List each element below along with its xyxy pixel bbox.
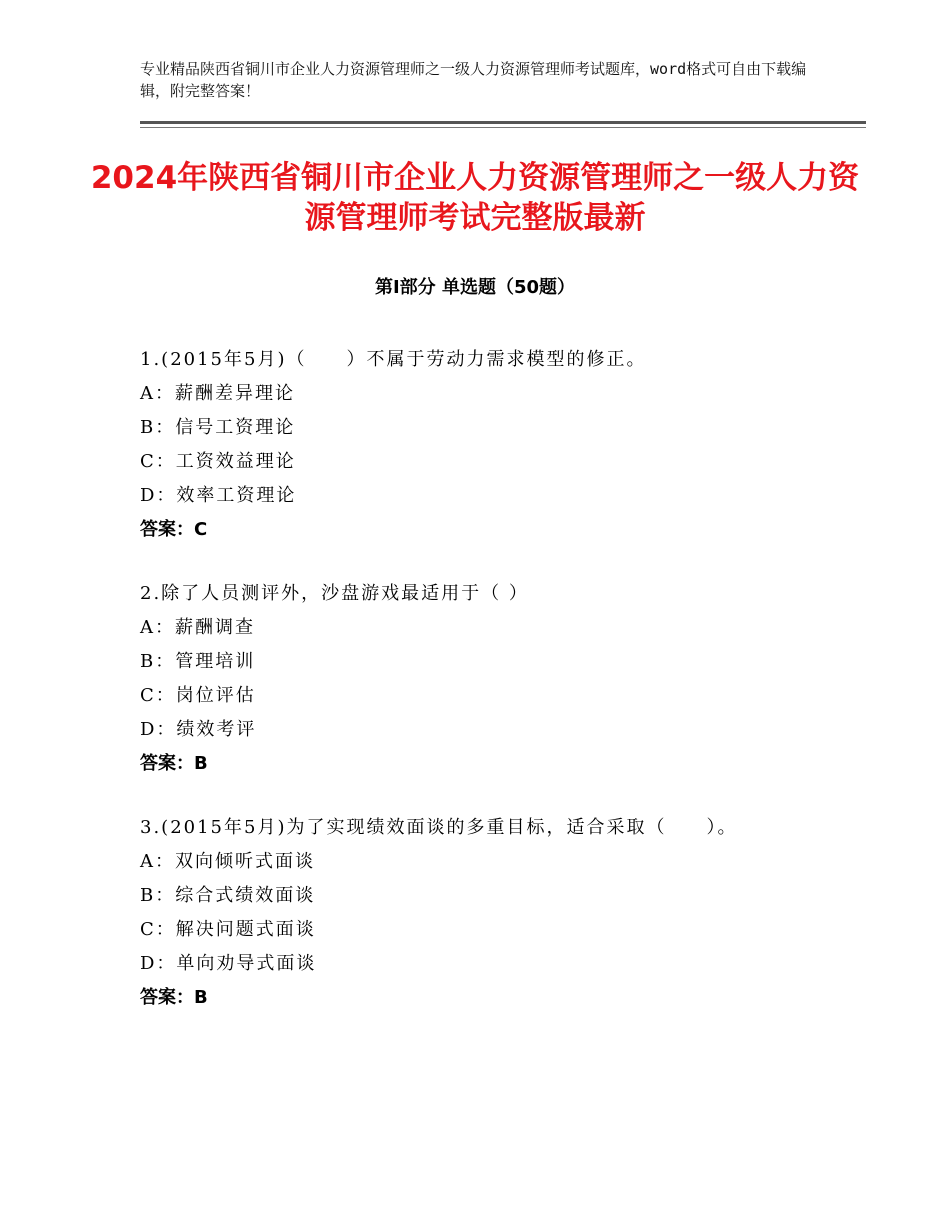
- option-b: B：综合式绩效面谈: [140, 885, 316, 906]
- question-stem: 3.(2015年5月)为了实现绩效面谈的多重目标，适合采取（ ）。: [140, 817, 738, 838]
- header-divider-thick: [140, 121, 866, 124]
- question-item: [140, 577, 860, 781]
- option-d: D：单向劝导式面谈: [140, 953, 317, 974]
- question-stem: 2.除了人员测评外，沙盘游戏最适用于（ ）: [140, 583, 529, 604]
- header-note: 专业精品陕西省铜川市企业人力资源管理师之一级人力资源管理师考试题库，word格式可自由下载编辑，附完整答案！: [140, 60, 807, 100]
- option-a: A：双向倾听式面谈: [140, 851, 315, 872]
- option-c: C：解决问题式面谈: [140, 919, 316, 940]
- option-d: D：效率工资理论: [140, 485, 297, 506]
- answer-text: 答案：C: [140, 519, 208, 540]
- answer-text: 答案：B: [140, 987, 208, 1008]
- option-b: B：信号工资理论: [140, 417, 296, 438]
- section-heading: 第Ⅰ部分 单选题（50题）: [374, 277, 575, 298]
- question-item: [140, 811, 860, 1015]
- answer-text: 答案：B: [140, 753, 208, 774]
- header-divider-thin: [140, 127, 866, 128]
- question-item: [140, 343, 860, 547]
- document-title: 2024年陕西省铜川市企业人力资源管理师之一级人力资源管理师考试完整版最新: [90, 160, 860, 236]
- option-d: D：绩效考评: [140, 719, 257, 740]
- option-a: A：薪酬差异理论: [140, 383, 295, 404]
- question-list: [140, 343, 860, 1045]
- option-b: B：管理培训: [140, 651, 256, 672]
- question-stem: 1.(2015年5月)（ ）不属于劳动力需求模型的修正。: [140, 349, 647, 370]
- option-c: C：工资效益理论: [140, 451, 296, 472]
- option-c: C：岗位评估: [140, 685, 256, 706]
- option-a: A：薪酬调查: [140, 617, 255, 638]
